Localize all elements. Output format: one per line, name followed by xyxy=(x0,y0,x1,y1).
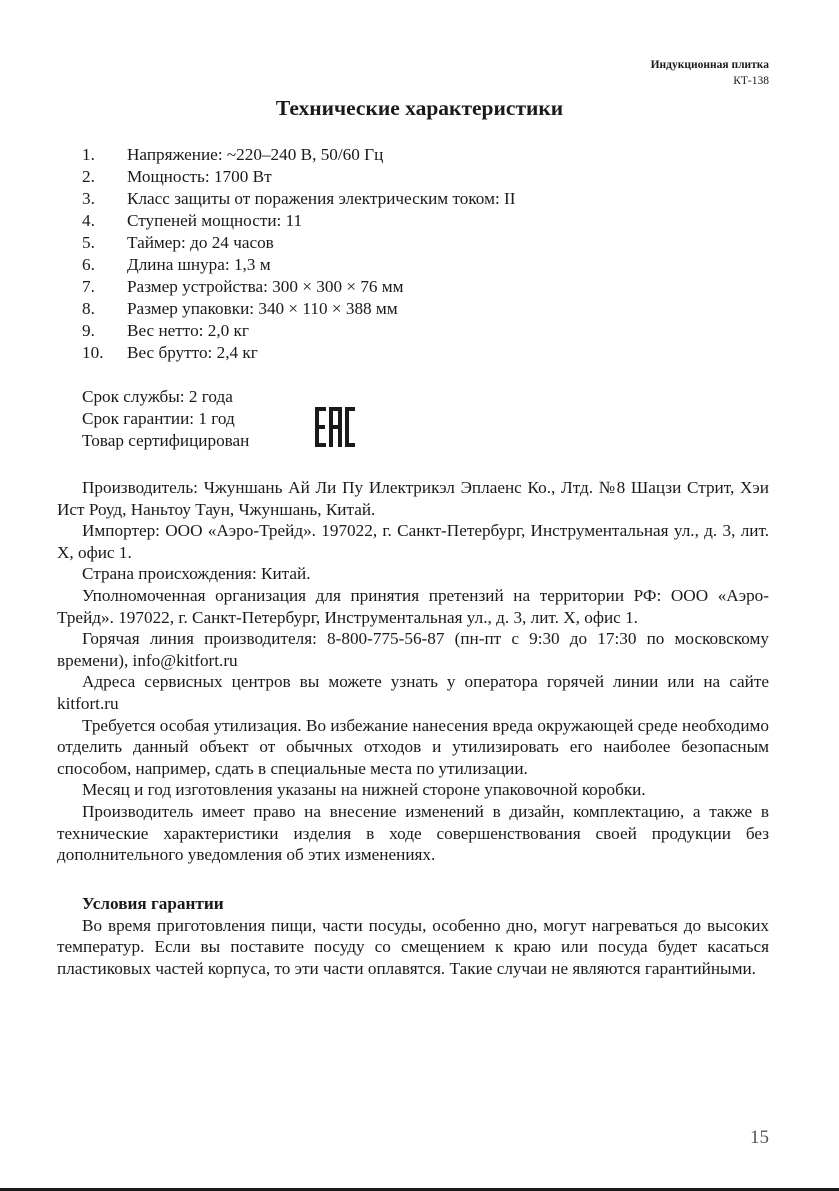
changes-paragraph: Производитель имеет право на внесение изменений в дизайн, комплектацию, а также в технические характеристики изделия в ходе совершенствования своей продукции без дополнительного уведомления об этих изменениях. xyxy=(57,801,769,865)
disposal-paragraph: Требуется особая утилизация. Во избежание нанесения вреда окружающей среде необходимо отделить данный объект от обычных отходов и утилизировать его наиболее безопасным способом, например, сдать в специальные места по утилизации. xyxy=(57,715,769,778)
service-info xyxy=(82,386,249,452)
spec-item: 9. Вес нетто: 2,0 кг xyxy=(82,321,249,340)
warranty-term: Срок гарантии: 1 год xyxy=(82,409,235,428)
page-number: 15 xyxy=(750,1127,769,1148)
spec-item: 8. Размер упаковки: 340 × 110 × 388 мм xyxy=(82,299,398,318)
header-model: КТ-138 xyxy=(733,75,769,87)
service-centers-paragraph: Адреса сервисных центров вы можете узнать у оператора горячей линии или на сайте kitfort.ru xyxy=(57,672,769,713)
manufacture-date-paragraph: Месяц и год изготовления указаны на нижней стороне упаковочной коробки. xyxy=(82,780,646,800)
origin-paragraph: Страна происхождения: Китай. xyxy=(82,564,311,584)
spec-item: 2. Мощность: 1700 Вт xyxy=(82,167,272,186)
importer-paragraph: Импортер: ООО «Аэро-Трейд». 197022, г. Санкт-Петербург, Инструментальная ул., д. 3, лит. Х, офис 1. xyxy=(57,521,769,562)
spec-item: 5. Таймер: до 24 часов xyxy=(82,233,274,252)
service-life: Срок службы: 2 года xyxy=(82,387,233,406)
warranty-section xyxy=(57,893,769,979)
eac-logo-icon xyxy=(314,405,356,449)
spec-item: 3. Класс защиты от поражения электрическим током: II xyxy=(82,189,516,208)
header-product: Индукционная плитка xyxy=(650,59,769,71)
spec-item: 4. Ступеней мощности: 11 xyxy=(82,211,303,230)
certified-text: Товар сертифицирован xyxy=(82,431,250,450)
spec-item: 10. Вес брутто: 2,4 кг xyxy=(82,343,258,362)
page-header xyxy=(651,57,769,89)
authorized-org-paragraph: Уполномоченная организация для принятия претензий на территории РФ: ООО «Аэро-Трейд». 197022, г. Санкт-Петербург, Инструментальная ул., д. 3, лит. Х, офис 1. xyxy=(57,585,769,627)
warranty-text: Во время приготовления пищи, части посуды, особенно дно, могут нагреваться до высоких температур. Если вы поставите посуду со смещением к краю или посуда будет касаться пластиковых частей корпуса, то эти части оплавятся. Такие случаи не являются гарантийными. xyxy=(57,915,769,978)
legal-info xyxy=(57,477,769,866)
hotline-paragraph: Горячая линия производителя: 8-800-775-56-87 (пн-пт с 9:30 до 17:30 по московскому времени), info@kitfort.ru xyxy=(57,629,769,670)
manufacturer-paragraph: Производитель: Чжуншань Ай Ли Пу Илектрикэл Эплаенс Ко., Лтд. №8 Шацзи Стрит, Хэи Ист Роуд, Наньтоу Таун, Чжуншань, Китай. xyxy=(57,478,769,519)
warranty-heading: Условия гарантии xyxy=(82,894,224,913)
spec-item: 7. Размер устройства: 300 × 300 × 76 мм xyxy=(82,277,404,296)
page-title: Технические характеристики xyxy=(275,96,564,120)
specs-list xyxy=(82,144,515,364)
spec-item: 6. Длина шнура: 1,3 м xyxy=(82,255,271,274)
spec-item: 1. Напряжение: ~220–240 В, 50/60 Гц xyxy=(82,145,384,164)
